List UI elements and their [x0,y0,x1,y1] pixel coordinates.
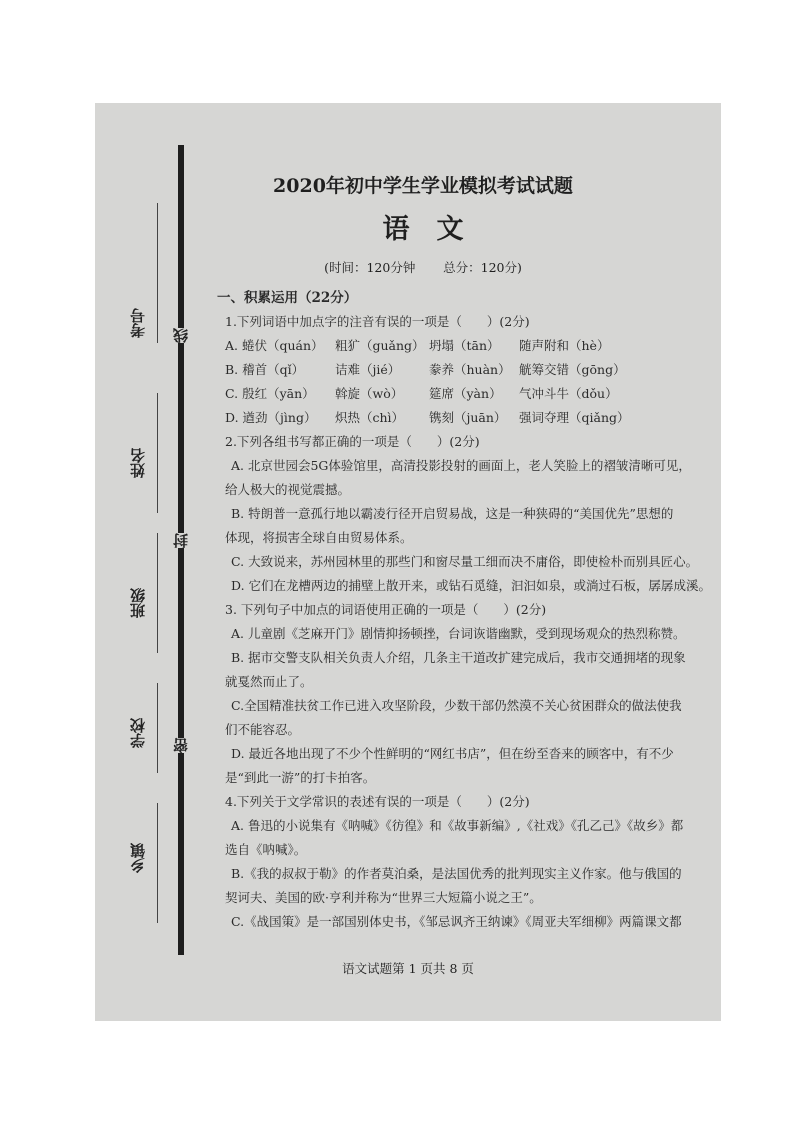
banji-underline [157,533,158,653]
subject-title: 语 文 [382,214,464,245]
q4-option-b: B.《我的叔叔于勒》的作者莫泊桑，是法国优秀的批判现实主义作家。他与俄国的 [231,866,682,881]
q3-option-a: A. 儿童剧《芝麻开门》剧情抑扬顿挫，台词诙谐幽默，受到现场观众的热烈称赞。 [231,626,686,641]
seal-feng: 封 [172,533,190,548]
page-footer: 语文试题第 1 页共 8 页 [342,961,474,976]
q3-stem: 3. 下列句子中加点的词语使用正确的一项是（ ）(2分) [225,602,547,617]
q3-option-c-cont: 们不能容忍。 [225,722,301,737]
label-xuexiao: 学校 [129,718,147,748]
exam-time: (时间：120分钟 [324,260,416,275]
q1-stem: 1.下列词语中加点字的注音有误的一项是（ ）(2分) [225,314,530,329]
xuexiao-underline [157,683,158,773]
exam-meta [95,258,721,276]
exam-paper [95,103,721,1021]
q2-stem: 2.下列各组书写都正确的一项是（ ）(2分) [225,434,480,449]
q4-option-a: A. 鲁迅的小说集有《呐喊》《彷徨》和《故事新编》,《社戏》《孔乙己》《故乡》都 [231,818,684,833]
exam-title: 2020年初中学生学业模拟考试试题 [273,175,573,197]
q2-option-c: C. 大致说来，苏州园林里的那些门和窗尽量工细而决不庸俗，即使检朴而别具匠心。 [231,554,699,569]
q3-option-d: D. 最近各地出现了不少个性鲜明的“网红书店”，但在纷至沓来的顾客中，有不少 [231,746,674,761]
q3-option-b-cont: 就戛然而止了。 [225,674,313,689]
section-accumulation [217,286,712,934]
q2-option-a-cont: 给人极大的视觉震撼。 [225,482,351,497]
q2-option-b: B. 特朗普一意孤行地以霸凌行径开启贸易战，这是一种狭碍的“美国优先”思想的 [231,506,674,521]
section-heading: 一、积累运用（22分） [217,290,358,306]
q2-option-a: A. 北京世园会5G体验馆里，高清投影投射的画面上，老人笑脸上的褶皱清晰可见， [231,458,691,473]
exam-score: 总分：120分) [443,260,522,275]
label-kaohao: 考号 [129,308,147,338]
q1-option-a: A. 蜷伏（quán） 粗犷（guǎng） 坍塌（tān） 随声附和（hè） [225,338,610,353]
q3-option-b: B. 据市交警支队相关负责人介绍，几条主干道改扩建完成后，我市交通拥堵的现象 [231,650,686,665]
xingming-underline [157,393,158,513]
q1-option-d: D. 遒劲（jìng） 炽热（chì） 镌刻（juān） 强词夺理（qiǎng） [225,410,630,425]
q1-option-b: B. 稽首（qǐ） 诘难（jié） 豢养（huàn） 觥筹交错（gōng） [225,362,626,377]
seal-xian: 线 [172,328,190,343]
label-xiangzhen: 乡镇 [129,843,147,873]
xiangzhen-underline [157,803,158,923]
q4-stem: 4.下列关于文学常识的表述有误的一项是（ ）(2分) [225,794,530,809]
q2-option-d: D. 它们在龙槽两边的捕壁上散开来，或钻石觅缝，汩汩如泉，或淌过石板，孱孱成溪。 [231,578,712,593]
q3-option-d-cont: 是“到此一游”的打卡拍客。 [225,770,376,785]
label-banji: 班级 [129,588,147,618]
q1-option-c: C. 殷红（yān） 斡旋（wò） 筵席（yàn） 气冲斗牛（dǒu） [225,386,618,401]
q2-option-b-cont: 体现，将损害全球自由贸易体系。 [225,530,413,545]
q4-option-b-cont: 契诃夫、美国的欧·亨利并称为“世界三大短篇小说之王”。 [225,890,542,905]
q4-option-a-cont: 选自《呐喊》。 [225,842,307,857]
label-xingming: 姓名 [129,448,147,478]
q4-option-c: C.《战国策》是一部国别体史书，《邹忌讽齐王纳谏》《周亚夫军细柳》两篇课文都 [231,914,682,929]
seal-mi: 密 [172,738,190,753]
q3-option-c: C.全国精准扶贫工作已进入攻坚阶段，少数干部仍然漠不关心贫困群众的做法使我 [231,698,682,713]
